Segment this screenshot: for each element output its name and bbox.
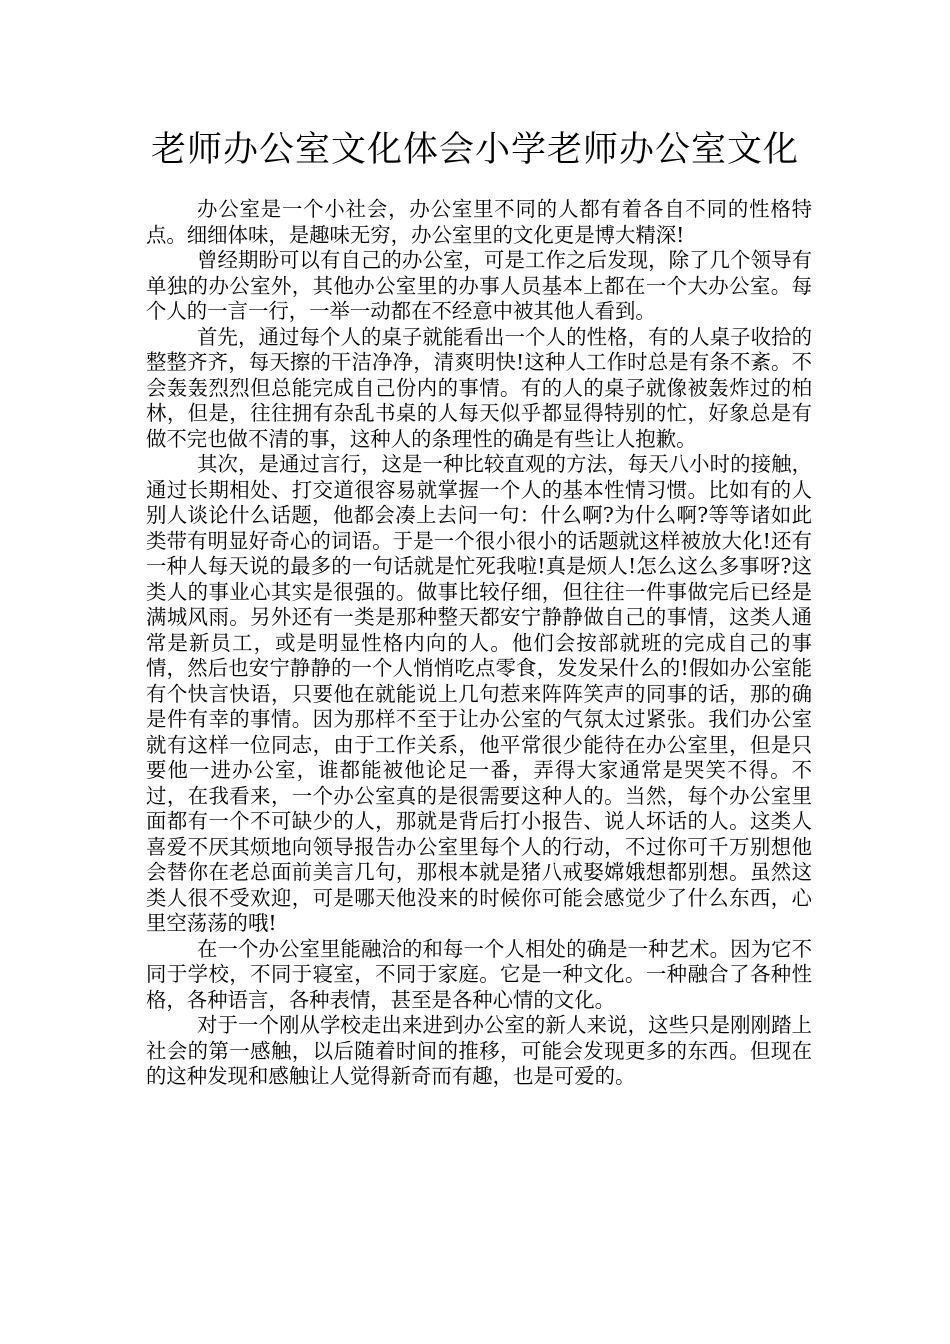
paragraph-3: 首先，通过每个人的桌子就能看出一个人的性格，有的人桌子收拾的整整齐齐，每天擦的干洁净净，清爽明快!这种人工作时总是有条不紊。不会轰轰烈烈但总能完成自己份内的事情。有的人的桌子就像被轰炸过的柏林，但是，往往拥有杂乱书桌的人每天似乎都显得特别的忙，好象总是有做不完也做不清的事，这种人的条理性的确是有些让人抱歉。 [146,324,812,451]
paragraph-6: 对于一个刚从学校走出来进到办公室的新人来说，这些只是刚刚踏上社会的第一感触，以后随着时间的推移，可能会发现更多的东西。但现在的这种发现和感触让人觉得新奇而有趣，也是可爱的。 [146,1013,812,1088]
paragraph-5: 在一个办公室里能融洽的和每一个人相处的确是一种艺术。因为它不同于学校，不同于寝室，不同于家庭。它是一种文化。一种融合了各种性格，各种语言，各种表情，甚至是各种心情的文化。 [146,936,812,1012]
paragraph-4: 其次，是通过言行，这是一种比较直观的方法，每天八小时的接触，通过长期相处、打交道很容易就掌握一个人的基本性情习惯。比如有的人别人谈论什么话题，他都会凑上去问一句：什么啊?为什么啊?等等诸如此类带有明显好奇心的词语。于是一个很小很小的话题就这样被放大化!还有一种人每天说的最多的一句话就是忙死我啦!真是烦人!怎么这么多事呀?这类人的事业心其实是很强的。做事比较仔细，但往往一件事做完后已经是满城风雨。另外还有一类是那种整天都安宁静静做自己的事情，这类人通常是新员工，或是明显性格内向的人。他们会按部就班的完成自己的事情，然后也安宁静静的一个人悄悄吃点零食，发发呆什么的!假如办公室能有个快言快语，只要他在就能说上几句惹来阵阵笑声的同事的话，那的确是件有幸的事情。因为那样不至于让办公室的气氛太过紧张。我们办公室就有这样一位同志，由于工作关系，他平常很少能待在办公室里，但是只要他一进办公室，谁都能被他论足一番，弄得大家通常是哭笑不得。不过，在我看来，一个办公室真的是很需要这种人的。当然，每个办公室里面都有一个不可缺少的人，那就是背后打小报告、说人坏话的人。这类人喜爱不厌其烦地向领导报告办公室里每个人的行动，不过你可千万别想他会替你在老总面前美言几句，那根本就是猪八戒娶嫦娥想都别想。虽然这类人很不受欢迎，可是哪天他没来的时候你可能会感觉少了什么东西，心里空荡荡的哦! [146,452,812,935]
document-title: 老师办公室文化体会小学老师办公室文化 [150,130,799,170]
paragraph-2: 曾经期盼可以有自己的办公室，可是工作之后发现，除了几个领导有单独的办公室外，其他办公室里的办事人员基本上都在一个大办公室。每个人的一言一行，一举一动都在不经意中被其他人看到。 [146,248,812,323]
document-body [146,197,812,1090]
paragraph-1: 办公室是一个小社会，办公室里不同的人都有着各自不同的性格特点。细细体味，是趣味无穷，办公室里的文化更是博大精深! [146,197,812,247]
